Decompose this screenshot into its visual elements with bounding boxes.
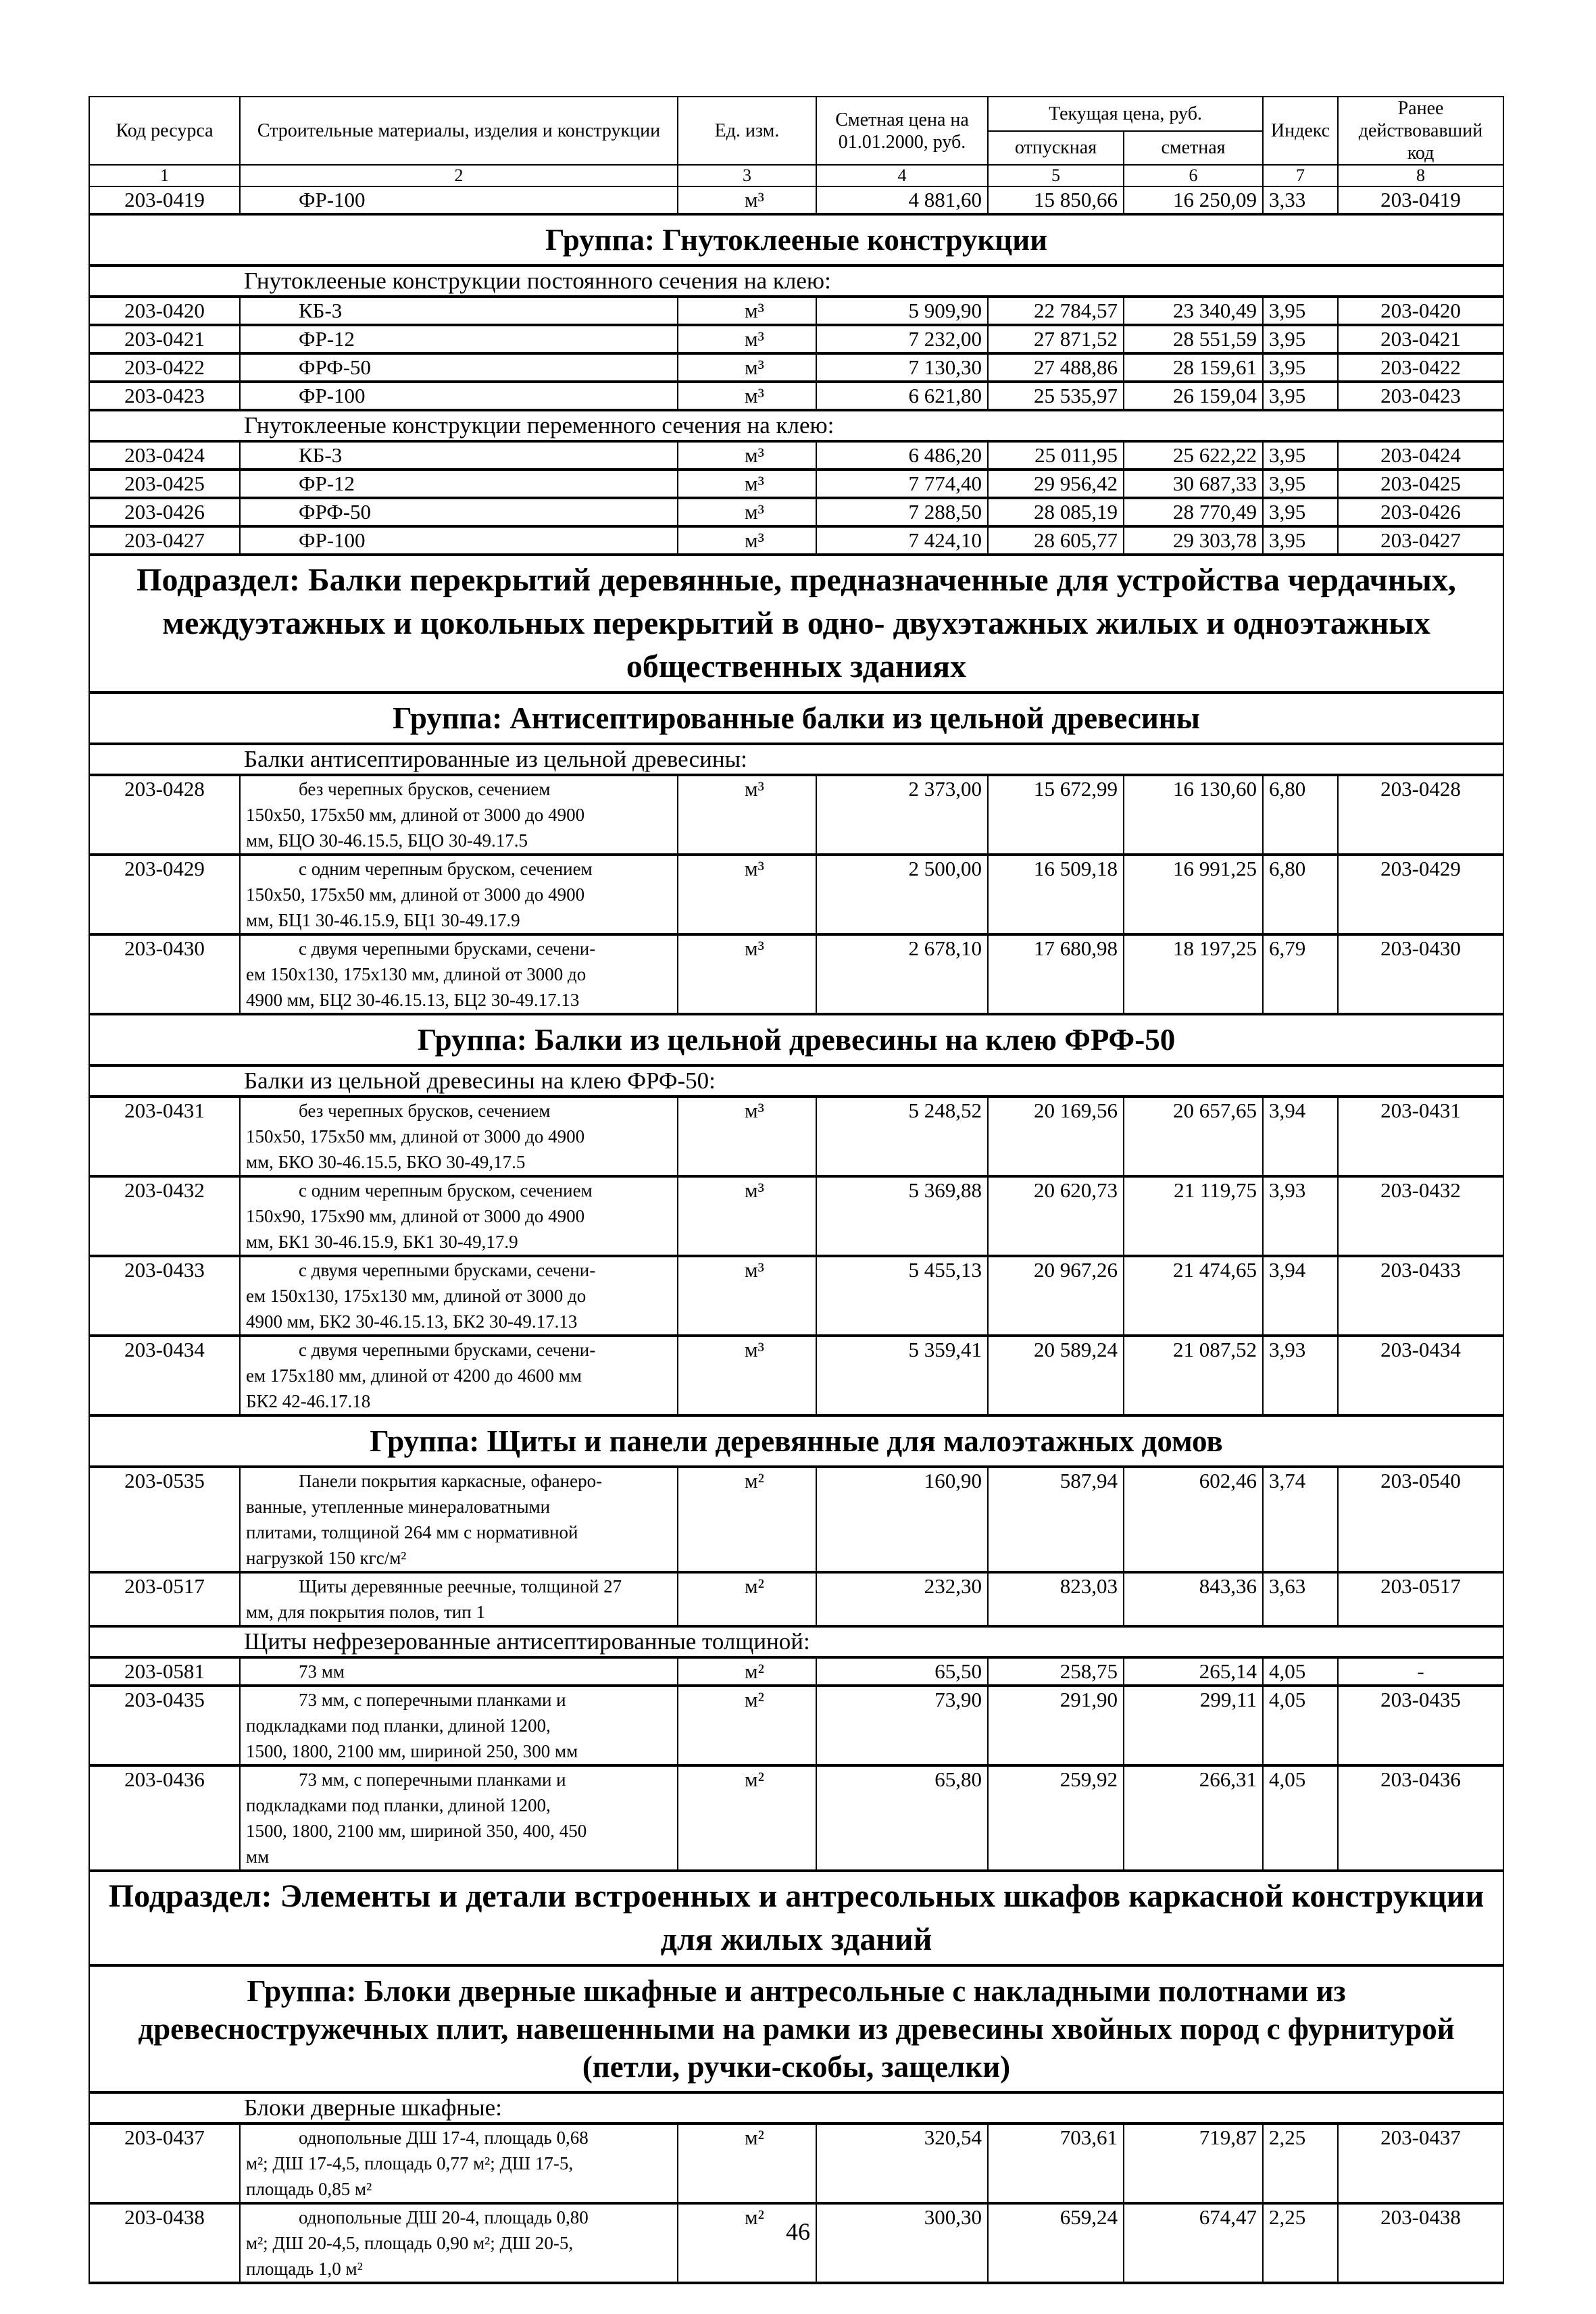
resource-code: 203-0438 [89,2203,240,2283]
material-name: ФРФ-50 [240,498,678,526]
estimate-price: 29 303,78 [1124,526,1263,555]
previous-code: 203-0431 [1338,1097,1503,1176]
estimate-price: 23 340,49 [1124,297,1263,325]
resource-code: 203-0431 [89,1097,240,1176]
price-index: 3,95 [1263,325,1338,353]
resource-code: 203-0435 [89,1686,240,1765]
release-price: 17 680,98 [988,934,1124,1014]
unit: м³ [678,186,816,214]
unit: м² [678,1657,816,1686]
col-header-index: Индекс [1263,97,1338,165]
base-price: 5 909,90 [816,297,988,325]
price-index: 4,05 [1263,1765,1338,1871]
estimate-price: 20 657,65 [1124,1097,1263,1176]
group-heading: Группа: Гнутоклееные конструкции [89,214,1503,266]
subgroup-heading: Щиты нефрезерованные антисептированные толщиной: [89,1626,1503,1657]
resource-code: 203-0535 [89,1467,240,1572]
column-number: 8 [1338,165,1503,186]
price-index: 3,95 [1263,353,1338,382]
resource-code: 203-0426 [89,498,240,526]
resource-code: 203-0433 [89,1256,240,1336]
estimate-price: 28 770,49 [1124,498,1263,526]
price-index: 3,95 [1263,441,1338,470]
material-name: 73 мм [240,1657,678,1686]
release-price: 27 871,52 [988,325,1124,353]
resource-code: 203-0436 [89,1765,240,1871]
col-header-estimate-price: сметная [1124,131,1263,166]
release-price: 28 605,77 [988,526,1124,555]
unit: м³ [678,353,816,382]
table-row [89,1336,1503,1415]
column-number: 5 [988,165,1124,186]
price-index: 3,94 [1263,1256,1338,1336]
base-price: 5 455,13 [816,1256,988,1336]
column-number: 4 [816,165,988,186]
resource-code: 203-0421 [89,325,240,353]
material-name: с двумя черепными брусками, сечени- ем 150x130, 175x130 мм, длиной от 3000 до 4900 мм, БЦ2 30-46.15.13, БЦ2 30-49.17.13 [240,934,678,1014]
previous-code: 203-0425 [1338,470,1503,498]
release-price: 259,92 [988,1765,1124,1871]
price-index: 4,05 [1263,1657,1338,1686]
base-price: 6 486,20 [816,441,988,470]
subgroup-heading-row [89,1626,1503,1657]
table-row [89,2123,1503,2203]
group-heading-row [89,1014,1503,1065]
release-price: 15 672,99 [988,775,1124,855]
column-number: 7 [1263,165,1338,186]
estimate-price: 16 991,25 [1124,855,1263,934]
price-index: 6,80 [1263,855,1338,934]
table-row [89,934,1503,1014]
material-name: КБ-3 [240,441,678,470]
release-price: 16 509,18 [988,855,1124,934]
price-index: 3,74 [1263,1467,1338,1572]
base-price: 232,30 [816,1572,988,1626]
price-index: 3,95 [1263,526,1338,555]
col-header-name: Строительные материалы, изделия и конструкции [240,97,678,165]
subgroup-heading: Блоки дверные шкафные: [89,2092,1503,2123]
release-price: 659,24 [988,2203,1124,2283]
material-name: с двумя черепными брусками, сечени- ем 150x130, 175x130 мм, длиной от 3000 до 4900 мм, БК2 30-46.15.13, БК2 30-49.17.13 [240,1256,678,1336]
column-number: 3 [678,165,816,186]
unit: м² [678,1765,816,1871]
table-row [89,1657,1503,1686]
group-heading: Группа: Антисептированные балки из цельной древесины [89,693,1503,744]
release-price: 20 967,26 [988,1256,1124,1336]
resource-code: 203-0427 [89,526,240,555]
table-row [89,441,1503,470]
resource-code: 203-0425 [89,470,240,498]
material-name: однопольные ДШ 20-4, площадь 0,80 м²; ДШ 20-4,5, площадь 0,90 м²; ДШ 20-5, площадь 1,0 м² [240,2203,678,2283]
subgroup-heading-row [89,1065,1503,1097]
table-row [89,1256,1503,1336]
page-number: 46 [786,2218,810,2245]
subgroup-heading: Балки из цельной древесины на клею ФРФ-50: [89,1065,1503,1097]
table-row [89,186,1503,214]
previous-code: 203-0435 [1338,1686,1503,1765]
release-price: 22 784,57 [988,297,1124,325]
unit: м³ [678,498,816,526]
table-row [89,1765,1503,1871]
base-price: 7 288,50 [816,498,988,526]
material-name: КБ-3 [240,297,678,325]
price-index: 3,95 [1263,498,1338,526]
group-heading: Группа: Блоки дверные шкафные и антресольные с накладными полотнами из древесностружечных плит, навешенными на рамки из древесины хвойных пород с фурнитурой (петли, ручки-скобы, защелки) [89,1965,1503,2092]
estimate-price: 28 159,61 [1124,353,1263,382]
release-price: 28 085,19 [988,498,1124,526]
table-row [89,325,1503,353]
table-row [89,353,1503,382]
unit: м² [678,2203,816,2283]
group-heading: Группа: Балки из цельной древесины на клею ФРФ-50 [89,1014,1503,1065]
subsection-heading: Подраздел: Элементы и детали встроенных и антресольных шкафов каркасной конструкции для жилых зданий [89,1871,1503,1965]
table-row [89,470,1503,498]
previous-code: 203-0433 [1338,1256,1503,1336]
previous-code: 203-0428 [1338,775,1503,855]
col-header-prev-code: Ранее действовавший код [1338,97,1503,165]
previous-code: 203-0424 [1338,441,1503,470]
column-number: 2 [240,165,678,186]
price-index: 2,25 [1263,2203,1338,2283]
subgroup-heading: Гнутоклееные конструкции постоянного сечения на клею: [89,266,1503,297]
column-number: 1 [89,165,240,186]
estimate-price: 25 622,22 [1124,441,1263,470]
price-index: 3,95 [1263,470,1338,498]
material-name: ФР-100 [240,526,678,555]
resource-code: 203-0430 [89,934,240,1014]
col-header-release-price: отпускная [988,131,1124,166]
table-row [89,297,1503,325]
estimate-price: 719,87 [1124,2123,1263,2203]
estimate-price: 16 130,60 [1124,775,1263,855]
price-index: 3,93 [1263,1176,1338,1256]
table-row [89,855,1503,934]
unit: м³ [678,382,816,410]
base-price: 2 373,00 [816,775,988,855]
price-index: 3,95 [1263,297,1338,325]
unit: м² [678,1572,816,1626]
release-price: 27 488,86 [988,353,1124,382]
previous-code: 203-0517 [1338,1572,1503,1626]
release-price: 258,75 [988,1657,1124,1686]
unit: м³ [678,1256,816,1336]
estimate-price: 843,36 [1124,1572,1263,1626]
col-header-current-price: Текущая цена, руб. [988,97,1263,131]
resource-code: 203-0437 [89,2123,240,2203]
unit: м³ [678,855,816,934]
table-row [89,382,1503,410]
previous-code: 203-0423 [1338,382,1503,410]
release-price: 20 169,56 [988,1097,1124,1176]
release-price: 29 956,42 [988,470,1124,498]
material-name: однопольные ДШ 17-4, площадь 0,68 м²; ДШ 17-4,5, площадь 0,77 м²; ДШ 17-5, площадь 0,85 м² [240,2123,678,2203]
release-price: 587,94 [988,1467,1124,1572]
price-index: 3,63 [1263,1572,1338,1626]
material-name: без черепных брусков, сечением 150x50, 175x50 мм, длиной от 3000 до 4900 мм, БКО 30-46.15.5, БКО 30-49,17.5 [240,1097,678,1176]
price-index: 3,94 [1263,1097,1338,1176]
price-index: 3,95 [1263,382,1338,410]
unit: м³ [678,1336,816,1415]
unit: м³ [678,1176,816,1256]
table-row [89,1467,1503,1572]
resource-code: 203-0420 [89,297,240,325]
release-price: 703,61 [988,2123,1124,2203]
previous-code: 203-0432 [1338,1176,1503,1256]
previous-code: 203-0427 [1338,526,1503,555]
subsection-heading-row [89,555,1503,693]
unit: м³ [678,1097,816,1176]
unit: м² [678,1686,816,1765]
estimate-price: 30 687,33 [1124,470,1263,498]
base-price: 7 232,00 [816,325,988,353]
resource-code: 203-0419 [89,186,240,214]
resource-code: 203-0428 [89,775,240,855]
subsection-heading: Подраздел: Балки перекрытий деревянные, предназначенные для устройства чердачных, междуэтажных и цокольных перекрытий в одно- двухэтажных жилых и одноэтажных общественных зданиях [89,555,1503,693]
material-name: Щиты деревянные реечные, толщиной 27 мм, для покрытия полов, тип 1 [240,1572,678,1626]
subgroup-heading: Балки антисептированные из цельной древесины: [89,744,1503,775]
base-price: 2 500,00 [816,855,988,934]
release-price: 20 620,73 [988,1176,1124,1256]
resource-code: 203-0434 [89,1336,240,1415]
estimate-price: 21 474,65 [1124,1256,1263,1336]
material-name: ФР-12 [240,325,678,353]
unit: м³ [678,297,816,325]
table-row [89,526,1503,555]
table-body [89,186,1503,2283]
base-price: 5 359,41 [816,1336,988,1415]
previous-code: 203-0434 [1338,1336,1503,1415]
subsection-heading-row [89,1871,1503,1965]
previous-code: 203-0437 [1338,2123,1503,2203]
base-price: 320,54 [816,2123,988,2203]
table-row [89,1097,1503,1176]
resource-code: 203-0432 [89,1176,240,1256]
unit: м² [678,2123,816,2203]
previous-code: 203-0430 [1338,934,1503,1014]
unit: м³ [678,325,816,353]
previous-code: 203-0426 [1338,498,1503,526]
subgroup-heading-row [89,266,1503,297]
price-index: 4,05 [1263,1686,1338,1765]
release-price: 15 850,66 [988,186,1124,214]
material-name: с одним черепным бруском, сечением 150x50, 175x50 мм, длиной от 3000 до 4900 мм, БЦ1 30-46.15.9, БЦ1 30-49.17.9 [240,855,678,934]
column-numbers-row [89,165,1503,186]
release-price: 823,03 [988,1572,1124,1626]
price-index: 3,33 [1263,186,1338,214]
base-price: 7 130,30 [816,353,988,382]
resource-code: 203-0517 [89,1572,240,1626]
material-name: ФР-100 [240,382,678,410]
base-price: 300,30 [816,2203,988,2283]
release-price: 20 589,24 [988,1336,1124,1415]
material-name: ФР-100 [240,186,678,214]
subgroup-heading-row [89,2092,1503,2123]
previous-code: 203-0420 [1338,297,1503,325]
estimate-price: 674,47 [1124,2203,1263,2283]
base-price: 73,90 [816,1686,988,1765]
base-price: 5 248,52 [816,1097,988,1176]
price-index: 6,79 [1263,934,1338,1014]
unit: м³ [678,470,816,498]
col-header-base-price: Сметная цена на 01.01.2000, руб. [816,97,988,165]
table-header-row [89,97,1503,131]
unit: м² [678,1467,816,1572]
material-name: Панели покрытия каркасные, офанеро- ванные, утепленные минераловатными плитами, толщиной 264 мм с нормативной нагрузкой 150 кгс/м² [240,1467,678,1572]
group-heading: Группа: Щиты и панели деревянные для малоэтажных домов [89,1415,1503,1467]
material-name: 73 мм, с поперечными планками и подкладками под планки, длиной 1200, 1500, 1800, 2100 мм, шириной 350, 400, 450 мм [240,1765,678,1871]
table-row [89,1572,1503,1626]
base-price: 2 678,10 [816,934,988,1014]
estimate-price: 21 119,75 [1124,1176,1263,1256]
group-heading-row [89,1415,1503,1467]
unit: м³ [678,934,816,1014]
resource-code: 203-0424 [89,441,240,470]
material-name: с двумя черепными брусками, сечени- ем 175x180 мм, длиной от 4200 до 4600 мм БК2 42-46.17.18 [240,1336,678,1415]
subgroup-heading-row [89,410,1503,441]
release-price: 25 535,97 [988,382,1124,410]
previous-code: 203-0436 [1338,1765,1503,1871]
resource-code: 203-0422 [89,353,240,382]
base-price: 160,90 [816,1467,988,1572]
col-header-code: Код ресурса [89,97,240,165]
group-heading-row [89,693,1503,744]
table-row [89,498,1503,526]
resource-code: 203-0429 [89,855,240,934]
previous-code: 203-0438 [1338,2203,1503,2283]
unit: м³ [678,441,816,470]
previous-code: 203-0540 [1338,1467,1503,1572]
base-price: 7 774,40 [816,470,988,498]
table-row [89,775,1503,855]
subgroup-heading: Гнутоклееные конструкции переменного сечения на клею: [89,410,1503,441]
group-heading-row [89,214,1503,266]
base-price: 6 621,80 [816,382,988,410]
col-header-unit: Ед. изм. [678,97,816,165]
estimate-price: 265,14 [1124,1657,1263,1686]
estimate-price: 299,11 [1124,1686,1263,1765]
material-name: ФР-12 [240,470,678,498]
price-index: 6,80 [1263,775,1338,855]
subgroup-heading-row [89,744,1503,775]
estimate-price: 26 159,04 [1124,382,1263,410]
previous-code: - [1338,1657,1503,1686]
unit: м³ [678,526,816,555]
price-index: 2,25 [1263,2123,1338,2203]
base-price: 4 881,60 [816,186,988,214]
previous-code: 203-0422 [1338,353,1503,382]
price-index: 3,93 [1263,1336,1338,1415]
unit: м³ [678,775,816,855]
material-name: с одним черепным бруском, сечением 150x90, 175x90 мм, длиной от 3000 до 4900 мм, БК1 30-46.15.9, БК1 30-49,17.9 [240,1176,678,1256]
release-price: 291,90 [988,1686,1124,1765]
table-row [89,1686,1503,1765]
estimate-price: 21 087,52 [1124,1336,1263,1415]
estimate-price: 602,46 [1124,1467,1263,1572]
table-row [89,1176,1503,1256]
estimate-price: 266,31 [1124,1765,1263,1871]
previous-code: 203-0421 [1338,325,1503,353]
resource-code: 203-0423 [89,382,240,410]
group-heading-row [89,1965,1503,2092]
column-number: 6 [1124,165,1263,186]
base-price: 65,50 [816,1657,988,1686]
release-price: 25 011,95 [988,441,1124,470]
material-name: 73 мм, с поперечными планками и подкладками под планки, длиной 1200, 1500, 1800, 2100 мм, шириной 250, 300 мм [240,1686,678,1765]
base-price: 7 424,10 [816,526,988,555]
price-table [89,96,1504,2284]
material-name: без черепных брусков, сечением 150x50, 175x50 мм, длиной от 3000 до 4900 мм, БЦО 30-46.15.5, БЦО 30-49.17.5 [240,775,678,855]
resource-code: 203-0581 [89,1657,240,1686]
previous-code: 203-0429 [1338,855,1503,934]
estimate-price: 28 551,59 [1124,325,1263,353]
previous-code: 203-0419 [1338,186,1503,214]
estimate-price: 18 197,25 [1124,934,1263,1014]
base-price: 65,80 [816,1765,988,1871]
material-name: ФРФ-50 [240,353,678,382]
estimate-price: 16 250,09 [1124,186,1263,214]
base-price: 5 369,88 [816,1176,988,1256]
